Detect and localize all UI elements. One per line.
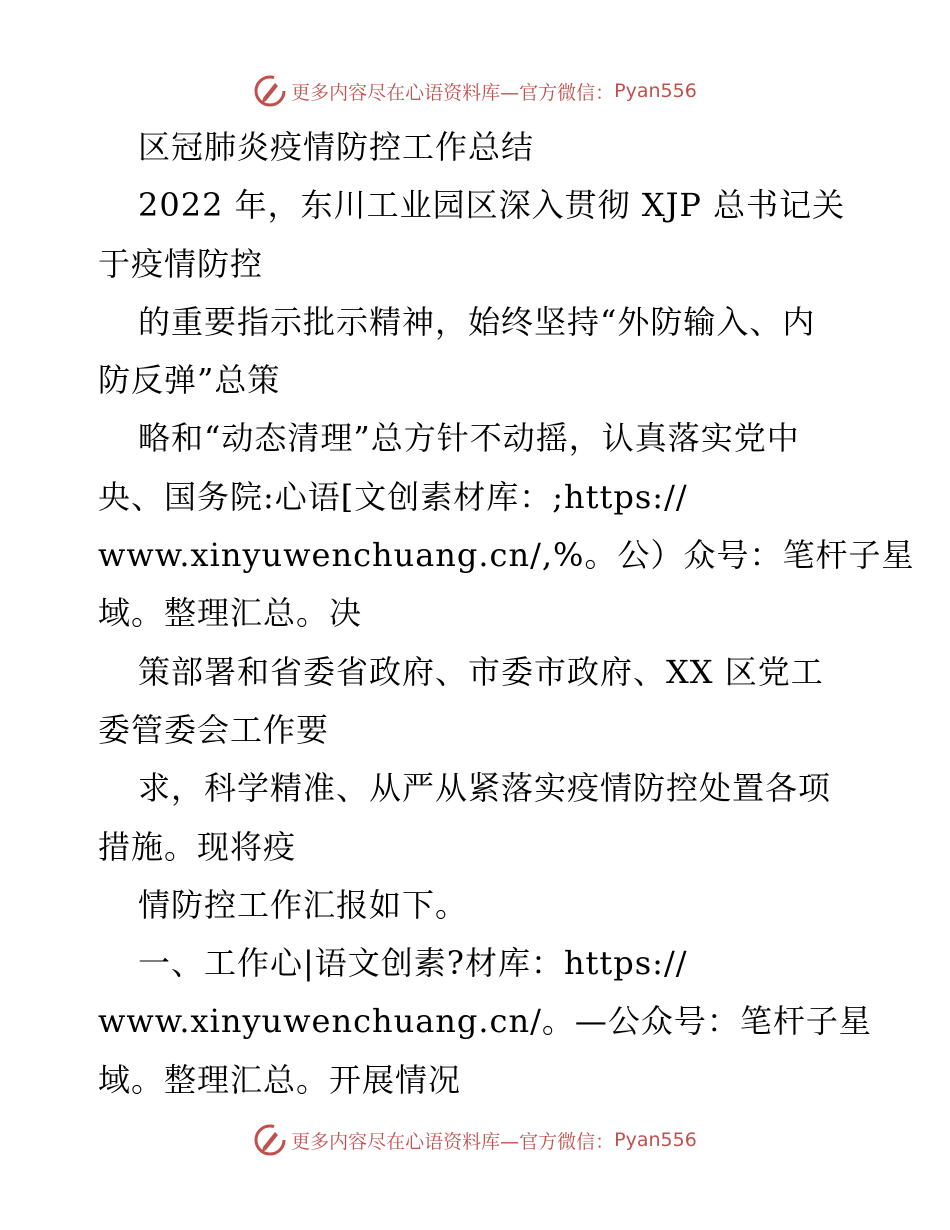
- text-line: 的重要指示批示精神，始终坚持“外防输入、内: [138, 302, 816, 341]
- text-line: 于疫情防控: [98, 244, 264, 283]
- text-line: 措施。现将疫: [98, 827, 297, 866]
- text-line: 域。整理汇总。开展情况: [98, 1060, 462, 1099]
- banner-text: 更多内容尽在心语资料库—官方微信：: [291, 1130, 615, 1153]
- document-body: [98, 118, 915, 1109]
- text-line: 2022 年，东川工业园区深入贯彻 XJP 总书记关: [138, 186, 846, 225]
- text-line: 求，科学精准、从严从紧落实疫情防控处置各项: [138, 769, 832, 808]
- text-line: 一、工作心|语文创素?材库：https://: [138, 944, 688, 983]
- logo-seal-icon: [253, 74, 287, 108]
- text-line: 央、国务院:心语[文创素材库：;https://: [98, 477, 688, 516]
- text-line: 策部署和省委省政府、市委市政府、XX 区党工: [138, 652, 824, 691]
- text-line: 防反弹”总策: [98, 361, 281, 400]
- banner-text: 更多内容尽在心语资料库—官方微信：: [291, 81, 615, 104]
- logo-seal-icon: [253, 1123, 287, 1157]
- footer-watermark-banner: [0, 1120, 950, 1160]
- banner-contact: Pyan556: [614, 80, 697, 102]
- text-line: www.xinyuwenchuang.cn/,%。公）众号：笔杆子星: [98, 536, 915, 575]
- banner-contact: Pyan556: [614, 1129, 697, 1151]
- text-line: www.xinyuwenchuang.cn/。—公众号：笔杆子星: [98, 1002, 872, 1041]
- header-watermark-banner: [0, 71, 950, 111]
- text-line: 委管委会工作要: [98, 710, 330, 749]
- text-line: 域。整理汇总。决: [98, 594, 363, 633]
- text-line: 情防控工作汇报如下。: [138, 885, 469, 924]
- document-title: 区冠肺炎疫情防控工作总结: [138, 128, 535, 166]
- text-line: 略和“动态清理”总方针不动摇，认真落实党中: [138, 419, 800, 458]
